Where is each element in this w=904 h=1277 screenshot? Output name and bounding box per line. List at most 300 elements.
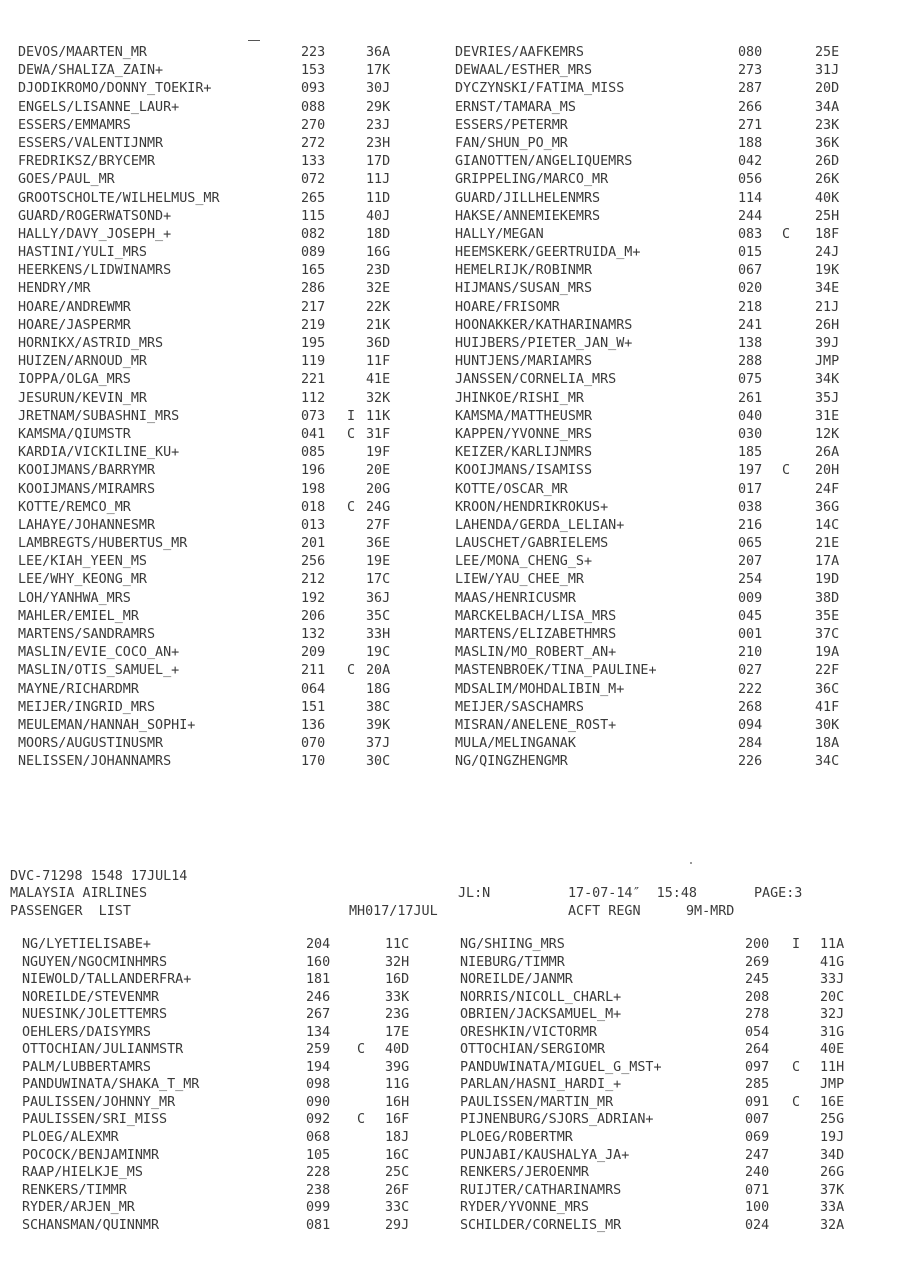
seat-number: 16F <box>385 1112 410 1128</box>
passenger-name: PAULISSEN/JOHNNY_MR <box>22 1094 176 1110</box>
table-row <box>0 208 904 226</box>
seat-number: 25C <box>385 1165 410 1181</box>
passenger-name: MARTENS/ELIZABETHMRS <box>455 627 617 642</box>
passenger-name: HIJMANS/SUSAN_MRS <box>455 281 593 297</box>
table-row <box>0 1199 904 1217</box>
flight-number: MH017/17JUL <box>349 904 438 919</box>
seat-number: 30C <box>366 754 391 770</box>
seq-number: 073 <box>301 408 326 424</box>
passenger-name: NIEWOLD/TALLANDERFRA+ <box>22 972 192 988</box>
passenger-name: MAHLER/EMIEL_MR <box>18 608 139 624</box>
passenger-name: MEIJER/INGRID_MRS <box>18 699 156 715</box>
seq-number: 267 <box>306 1007 331 1023</box>
passenger-name: DYCZYNSKI/FATIMA_MISS <box>455 81 625 97</box>
table-row <box>0 535 904 553</box>
table-row <box>0 553 904 571</box>
passenger-name: HENDRY/MR <box>18 281 91 297</box>
table-row <box>0 353 904 371</box>
seat-number: 30J <box>366 81 391 97</box>
seq-number: 133 <box>301 154 326 170</box>
seq-number: 265 <box>301 190 326 206</box>
seat-number: 32H <box>385 954 410 970</box>
seq-number: 201 <box>301 536 326 552</box>
seq-number: 018 <box>301 499 326 515</box>
seat-number: 18D <box>366 226 391 242</box>
seat-number: 32E <box>366 281 391 297</box>
seat-number: 21K <box>366 317 391 333</box>
seq-number: 209 <box>301 645 326 661</box>
table-row <box>0 371 904 389</box>
table-row <box>0 426 904 444</box>
seq-number: 114 <box>738 190 763 206</box>
seq-number: 208 <box>745 989 770 1005</box>
seq-number: 217 <box>301 299 326 315</box>
seq-number: 056 <box>738 172 763 188</box>
seq-number: 254 <box>738 572 763 588</box>
seq-number: 192 <box>301 590 326 606</box>
table-row <box>0 226 904 244</box>
table-row <box>0 717 904 735</box>
table-row <box>0 1059 904 1077</box>
seq-number: 285 <box>745 1077 770 1093</box>
seq-number: 092 <box>306 1112 331 1128</box>
seq-number: 197 <box>738 463 763 479</box>
seq-number: 278 <box>745 1007 770 1023</box>
passenger-name: JESURUN/KEVIN_MR <box>18 390 147 406</box>
seat-number: 26F <box>385 1182 410 1198</box>
seq-number: 083 <box>738 226 763 242</box>
passenger-name: KAMSMA/MATTHEUSMR <box>455 408 593 424</box>
list-title: PASSENGER LIST <box>10 904 131 919</box>
seat-number: 39J <box>815 336 840 351</box>
table-row <box>0 335 904 353</box>
passenger-name: HOARE/FRISOMR <box>455 299 560 315</box>
passenger-name: PARLAN/HASNI_HARDI_+ <box>460 1077 622 1093</box>
passenger-name: HOONAKKER/KATHARINAMRS <box>455 317 633 333</box>
seat-number: 23K <box>815 117 840 133</box>
seat-number: 12K <box>815 426 840 442</box>
seq-number: 266 <box>738 99 763 115</box>
passenger-name: HEEMSKERK/GEERTRUIDA_M+ <box>455 245 641 261</box>
seq-number: 269 <box>745 954 770 970</box>
table-row <box>0 444 904 462</box>
table-row <box>0 80 904 98</box>
table-row <box>0 1041 904 1059</box>
status-flag: C <box>792 1059 801 1075</box>
passenger-name: PANDUWINATA/MIGUEL_G_MST+ <box>460 1059 662 1075</box>
seq-number: 097 <box>745 1059 770 1075</box>
seat-number: 29K <box>366 99 391 115</box>
passenger-name: GROOTSCHOLTE/WILHELMUS_MR <box>18 190 220 206</box>
table-row <box>0 571 904 589</box>
seq-number: 246 <box>306 989 331 1005</box>
seat-number: 25E <box>815 45 840 60</box>
passenger-name: LOH/YANHWA_MRS <box>18 590 131 606</box>
table-row <box>0 153 904 171</box>
passenger-name: ENGELS/LISANNE_LAUR+ <box>18 99 180 115</box>
seat-number: 37C <box>815 627 840 642</box>
report-datetime: 17-07-14″ 15:48 <box>568 886 697 901</box>
table-row <box>0 1111 904 1129</box>
seat-number: 32A <box>820 1217 845 1233</box>
seat-number: 33J <box>820 972 845 988</box>
table-row <box>0 662 904 680</box>
passenger-name: LEE/MONA_CHENG_S+ <box>455 554 593 570</box>
passenger-name: MASLIN/EVIE_COCO_AN+ <box>18 645 180 661</box>
table-row <box>0 390 904 408</box>
seat-number: 32K <box>366 390 391 406</box>
seat-number: 21J <box>815 299 840 315</box>
seat-number: 16D <box>385 972 410 988</box>
seq-number: 198 <box>301 481 326 497</box>
passenger-name: RENKERS/TIMMR <box>22 1182 127 1198</box>
seq-number: 075 <box>738 372 763 388</box>
status-flag: C <box>792 1094 801 1110</box>
seq-number: 271 <box>738 117 763 133</box>
passenger-name: FAN/SHUN_PO_MR <box>455 135 568 151</box>
seq-number: 041 <box>301 426 326 442</box>
table-row <box>0 1182 904 1200</box>
seq-number: 024 <box>745 1217 770 1233</box>
seat-number: 41G <box>820 954 845 970</box>
seat-number: 26D <box>815 154 840 170</box>
seat-number: 29J <box>385 1217 410 1233</box>
table-row <box>0 735 904 753</box>
seq-number: 065 <box>738 536 763 552</box>
seq-number: 015 <box>738 245 763 261</box>
seat-number: 40E <box>820 1042 845 1058</box>
seat-number: 23D <box>366 263 391 279</box>
seat-number: 11G <box>385 1077 410 1093</box>
passenger-name: JRETNAM/SUBASHNI_MRS <box>18 408 180 424</box>
seq-number: 017 <box>738 481 763 497</box>
seq-number: 261 <box>738 390 763 406</box>
passenger-name: HUIZEN/ARNOUD_MR <box>18 354 147 370</box>
passenger-name: LEE/KIAH_YEEN_MS <box>18 554 147 570</box>
seq-number: 273 <box>738 63 763 79</box>
passenger-name: RUIJTER/CATHARINAMRS <box>460 1182 622 1198</box>
seat-number: 20C <box>820 989 845 1005</box>
passenger-name: PIJNENBURG/SJORS_ADRIAN+ <box>460 1112 654 1128</box>
table-row <box>0 681 904 699</box>
seq-number: 221 <box>301 372 326 388</box>
seq-number: 027 <box>738 663 763 679</box>
seat-number: 31F <box>366 426 391 442</box>
seat-number: 25G <box>820 1112 845 1128</box>
seq-number: 098 <box>306 1077 331 1093</box>
seq-number: 081 <box>306 1217 331 1233</box>
seq-number: 228 <box>306 1165 331 1181</box>
table-row <box>0 1147 904 1165</box>
table-row <box>0 408 904 426</box>
seq-number: 247 <box>745 1147 770 1163</box>
table-row <box>0 244 904 262</box>
passenger-name: RENKERS/JEROENMR <box>460 1165 589 1181</box>
seq-number: 091 <box>745 1094 770 1110</box>
seat-number: 33C <box>385 1200 410 1216</box>
passenger-name: KOOIJMANS/MIRAMRS <box>18 481 156 497</box>
passenger-name: NOREILDE/JANMR <box>460 972 573 988</box>
seq-number: 211 <box>301 663 326 679</box>
passenger-name: NG/QINGZHENGMR <box>455 754 568 770</box>
seat-number: 19D <box>815 572 840 588</box>
seq-number: 259 <box>306 1042 331 1058</box>
seq-number: 064 <box>301 681 326 697</box>
seat-number: 17D <box>366 154 391 170</box>
passenger-name: HEERKENS/LIDWINAMRS <box>18 263 172 279</box>
seq-number: 105 <box>306 1147 331 1163</box>
passenger-name: SCHANSMAN/QUINNMR <box>22 1217 160 1233</box>
seq-number: 071 <box>745 1182 770 1198</box>
table-row <box>0 171 904 189</box>
seat-number: 22F <box>815 663 840 679</box>
seat-number: 30K <box>815 717 840 733</box>
seat-number: 37K <box>820 1182 845 1198</box>
seat-number: 31G <box>820 1024 845 1040</box>
seat-number: 35C <box>366 608 391 624</box>
table-row <box>0 481 904 499</box>
seq-number: 210 <box>738 645 763 661</box>
table-row <box>0 135 904 153</box>
passenger-name: LAMBREGTS/HUBERTUS_MR <box>18 536 188 552</box>
passenger-name: JHINKOE/RISHI_MR <box>455 390 584 406</box>
seat-number: 16C <box>385 1147 410 1163</box>
seq-number: 132 <box>301 627 326 642</box>
seq-number: 288 <box>738 354 763 370</box>
seq-number: 088 <box>301 99 326 115</box>
seat-number: 20G <box>366 481 391 497</box>
passenger-name: LAHENDA/GERDA_LELIAN+ <box>455 517 625 533</box>
seq-number: 238 <box>306 1182 331 1198</box>
seat-number: 36D <box>366 336 391 351</box>
passenger-name: MAYNE/RICHARDMR <box>18 681 139 697</box>
seat-number: 31E <box>815 408 840 424</box>
passenger-name: HOARE/JASPERMR <box>18 317 131 333</box>
seq-number: 085 <box>301 445 326 461</box>
seq-number: 112 <box>301 390 326 406</box>
passenger-name: KOTTE/REMCO_MR <box>18 499 131 515</box>
passenger-name: RYDER/YVONNE_MRS <box>460 1200 589 1216</box>
seat-number: 11A <box>820 937 845 952</box>
seat-number: 19J <box>820 1130 845 1146</box>
passenger-table-top <box>0 44 904 772</box>
seq-number: 093 <box>301 81 326 97</box>
seq-number: 082 <box>301 226 326 242</box>
table-row <box>0 626 904 644</box>
passenger-name: ESSERS/PETERMR <box>455 117 568 133</box>
seat-number: 19A <box>815 645 840 661</box>
seat-number: 26G <box>820 1165 845 1181</box>
passenger-name: KOOIJMANS/ISAMISS <box>455 463 593 479</box>
passenger-name: FREDRIKSZ/BRYCEMR <box>18 154 156 170</box>
seat-number: 17K <box>366 63 391 79</box>
seq-number: 212 <box>301 572 326 588</box>
passenger-name: KAMSMA/QIUMSTR <box>18 426 131 442</box>
passenger-name: MOORS/AUGUSTINUSMR <box>18 736 164 752</box>
seat-number: 16G <box>366 245 391 261</box>
passenger-name: MAAS/HENRICUSMR <box>455 590 576 606</box>
passenger-name: LAUSCHET/GABRIELEMS <box>455 536 609 552</box>
jl-indicator: JL:N <box>458 886 491 901</box>
seat-number: 40J <box>366 208 391 224</box>
seat-number: 18G <box>366 681 391 697</box>
passenger-name: MULA/MELINGANAK <box>455 736 576 752</box>
seat-number: 23J <box>366 117 391 133</box>
table-row <box>0 117 904 135</box>
seat-number: 26K <box>815 172 840 188</box>
seq-number: 042 <box>738 154 763 170</box>
seat-number: 11J <box>366 172 391 188</box>
seat-number: 11K <box>366 408 391 424</box>
table-row <box>0 299 904 317</box>
seq-number: 264 <box>745 1042 770 1058</box>
seq-number: 226 <box>738 754 763 770</box>
passenger-name: PALM/LUBBERTAMRS <box>22 1059 151 1075</box>
seat-number: 26H <box>815 317 840 333</box>
seq-number: 188 <box>738 135 763 151</box>
seat-number: 23G <box>385 1007 410 1023</box>
passenger-name: IOPPA/OLGA_MRS <box>18 372 131 388</box>
seat-number: 20A <box>366 663 391 679</box>
passenger-name: GIANOTTEN/ANGELIQUEMRS <box>455 154 633 170</box>
passenger-name: KOTTE/OSCAR_MR <box>455 481 568 497</box>
passenger-name: NORRIS/NICOLL_CHARL+ <box>460 989 622 1005</box>
table-row <box>0 317 904 335</box>
seq-number: 240 <box>745 1165 770 1181</box>
seq-number: 151 <box>301 699 326 715</box>
table-row <box>0 1076 904 1094</box>
table-row <box>0 753 904 771</box>
seq-number: 268 <box>738 699 763 715</box>
passenger-name: DEWAAL/ESTHER_MRS <box>455 63 593 79</box>
seat-number: 11C <box>385 937 410 952</box>
seq-number: 270 <box>301 117 326 133</box>
seat-number: 38D <box>815 590 840 606</box>
seat-number: 24G <box>366 499 391 515</box>
seat-number: 20E <box>366 463 391 479</box>
passenger-name: NOREILDE/STEVENMR <box>22 989 160 1005</box>
passenger-name: DEVOS/MAARTEN_MR <box>18 45 147 60</box>
passenger-name: POCOCK/BENJAMINMR <box>22 1147 160 1163</box>
seat-number: 34C <box>815 754 840 770</box>
seat-number: 36E <box>366 536 391 552</box>
passenger-name: HUNTJENS/MARIAMRS <box>455 354 593 370</box>
passenger-name: MEULEMAN/HANNAH_SOPHI+ <box>18 717 196 733</box>
seq-number: 009 <box>738 590 763 606</box>
seq-number: 218 <box>738 299 763 315</box>
table-row <box>0 936 904 954</box>
passenger-name: LEE/WHY_KEONG_MR <box>18 572 147 588</box>
passenger-name: HAKSE/ANNEMIEKEMRS <box>455 208 601 224</box>
seq-number: 100 <box>745 1200 770 1216</box>
table-row <box>0 62 904 80</box>
passenger-table-bottom <box>0 936 904 1234</box>
seq-number: 030 <box>738 426 763 442</box>
seat-number: 19F <box>366 445 391 461</box>
seat-number: 36C <box>815 681 840 697</box>
seat-number: 17E <box>385 1024 410 1040</box>
table-row <box>0 989 904 1007</box>
passenger-name: NG/LYETIELISABE+ <box>22 937 151 952</box>
seq-number: 069 <box>745 1130 770 1146</box>
seat-number: 39K <box>366 717 391 733</box>
passenger-name: MARCKELBACH/LISA_MRS <box>455 608 617 624</box>
passenger-name: KAPPEN/YVONNE_MRS <box>455 426 593 442</box>
seat-number: 23H <box>366 135 391 151</box>
seat-number: 16E <box>820 1094 845 1110</box>
seat-number: 32J <box>820 1007 845 1023</box>
seat-number: 35E <box>815 608 840 624</box>
passenger-name: PAULISSEN/SRI_MISS <box>22 1112 168 1128</box>
passenger-name: HASTINI/YULI_MRS <box>18 245 147 261</box>
seat-number: 35J <box>815 390 840 406</box>
seat-number: JMP <box>820 1077 845 1093</box>
seq-number: 153 <box>301 63 326 79</box>
seq-number: 115 <box>301 208 326 224</box>
passenger-name: PANDUWINATA/SHAKA_T_MR <box>22 1077 200 1093</box>
passenger-name: GUARD/ROGERWATSOND+ <box>18 208 172 224</box>
seat-number: 18A <box>815 736 840 752</box>
passenger-name: HALLY/MEGAN <box>455 226 544 242</box>
doc-ref: DVC-71298 1548 17JUL14 <box>10 869 188 884</box>
seq-number: 216 <box>738 517 763 533</box>
status-flag: C <box>782 463 791 479</box>
seq-number: 067 <box>738 263 763 279</box>
seat-number: 38C <box>366 699 391 715</box>
passenger-name: OTTOCHIAN/JULIANMSTR <box>22 1042 184 1058</box>
seat-number: 19C <box>366 645 391 661</box>
passenger-name: HEMELRIJK/ROBINMR <box>455 263 593 279</box>
seq-number: 170 <box>301 754 326 770</box>
seq-number: 072 <box>301 172 326 188</box>
table-row <box>0 190 904 208</box>
seq-number: 204 <box>306 937 331 952</box>
status-flag: C <box>347 499 356 515</box>
passenger-name: ORESHKIN/VICTORMR <box>460 1024 598 1040</box>
seat-number: 41F <box>815 699 840 715</box>
passenger-name: MISRAN/ANELENE_ROST+ <box>455 717 617 733</box>
seat-number: 40D <box>385 1042 410 1058</box>
seq-number: 272 <box>301 135 326 151</box>
passenger-name: PUNJABI/KAUSHALYA_JA+ <box>460 1147 630 1163</box>
passenger-name: OTTOCHIAN/SERGIOMR <box>460 1042 606 1058</box>
seq-number: 089 <box>301 245 326 261</box>
seat-number: 11H <box>820 1059 845 1075</box>
seat-number: 27F <box>366 517 391 533</box>
seat-number: 19E <box>366 554 391 570</box>
table-row <box>0 462 904 480</box>
seq-number: 219 <box>301 317 326 333</box>
seq-number: 160 <box>306 954 331 970</box>
passenger-name: PAULISSEN/MARTIN_MR <box>460 1094 614 1110</box>
passenger-name: HUIJBERS/PIETER_JAN_W+ <box>455 336 633 351</box>
seq-number: 286 <box>301 281 326 297</box>
seq-number: 119 <box>301 354 326 370</box>
seat-number: 34E <box>815 281 840 297</box>
status-flag: C <box>782 226 791 242</box>
seq-number: 054 <box>745 1024 770 1040</box>
seq-number: 222 <box>738 681 763 697</box>
seat-number: 18J <box>385 1130 410 1146</box>
seq-number: 223 <box>301 45 326 60</box>
seat-number: 36G <box>815 499 840 515</box>
passenger-name: GRIPPELING/MARCO_MR <box>455 172 609 188</box>
passenger-name: KROON/HENDRIKROKUS+ <box>455 499 609 515</box>
passenger-name: RYDER/ARJEN_MR <box>22 1200 135 1216</box>
table-row <box>0 262 904 280</box>
passenger-name: LIEW/YAU_CHEE_MR <box>455 572 584 588</box>
table-row <box>0 954 904 972</box>
